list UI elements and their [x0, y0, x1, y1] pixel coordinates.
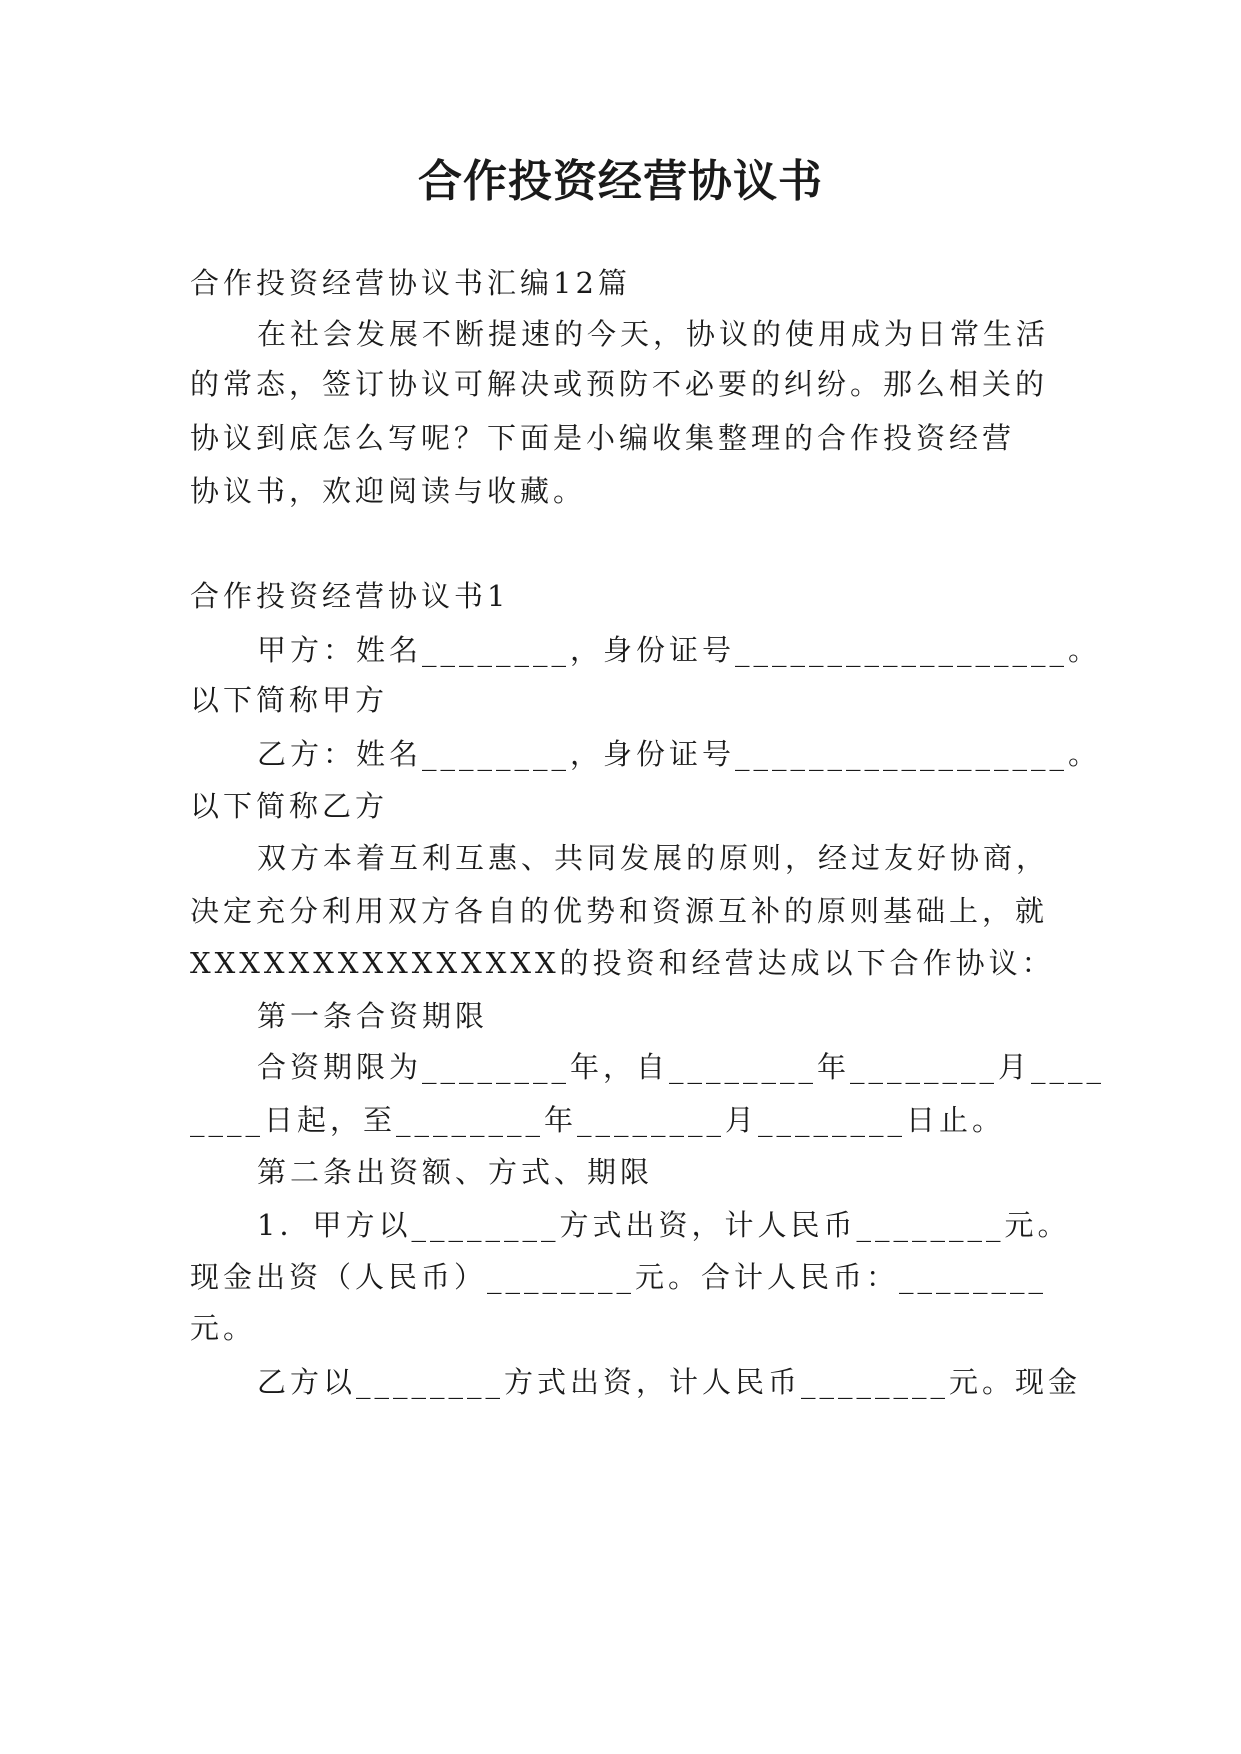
article-2-text: 乙方以________方式出资，计人民币________元。现金	[257, 1365, 1082, 1399]
article-2-text: 现金出资（人民币）________元。合计人民币：________	[190, 1260, 1048, 1294]
preamble-line: XXXXXXXXXXXXXXX的投资和经营达成以下合作协议：	[190, 946, 1055, 980]
article-2-heading: 第二条出资额、方式、期限	[257, 1155, 654, 1189]
preamble-line: 双方本着互利互惠、共同发展的原则，经过友好协商，	[257, 841, 1050, 875]
party-a-line: 甲方：姓名________，身份证号__________________。	[257, 633, 1102, 667]
party-b-line: 乙方：姓名________，身份证号__________________。	[257, 737, 1102, 771]
intro-line: 的常态，签订协议可解决或预防不必要的纠纷。那么相关的	[190, 367, 1049, 401]
intro-line: 协议书，欢迎阅读与收藏。	[190, 474, 587, 508]
preamble-line: 决定充分利用双方各自的优势和资源互补的原则基础上，就	[190, 894, 1049, 928]
document-title: 合作投资经营协议书	[418, 156, 823, 207]
party-a-abbrev: 以下简称甲方	[190, 683, 389, 717]
article-1-heading: 第一条合资期限	[257, 999, 489, 1033]
article-1-text: ____日起，至________年________月________日止。	[190, 1103, 1006, 1137]
intro-line: 在社会发展不断提速的今天，协议的使用成为日常生活	[257, 317, 1050, 351]
section-heading: 合作投资经营协议书1	[190, 579, 510, 613]
collection-heading: 合作投资经营协议书汇编12篇	[190, 266, 631, 300]
article-1-text: 合资期限为________年，自________年________月____	[257, 1050, 1106, 1084]
party-b-abbrev: 以下简称乙方	[190, 789, 389, 823]
article-2-text: 元。	[190, 1311, 257, 1345]
article-2-text: 1．甲方以________方式出资，计人民币________元。	[257, 1208, 1071, 1242]
intro-line: 协议到底怎么写呢？下面是小编收集整理的合作投资经营	[190, 421, 1016, 455]
